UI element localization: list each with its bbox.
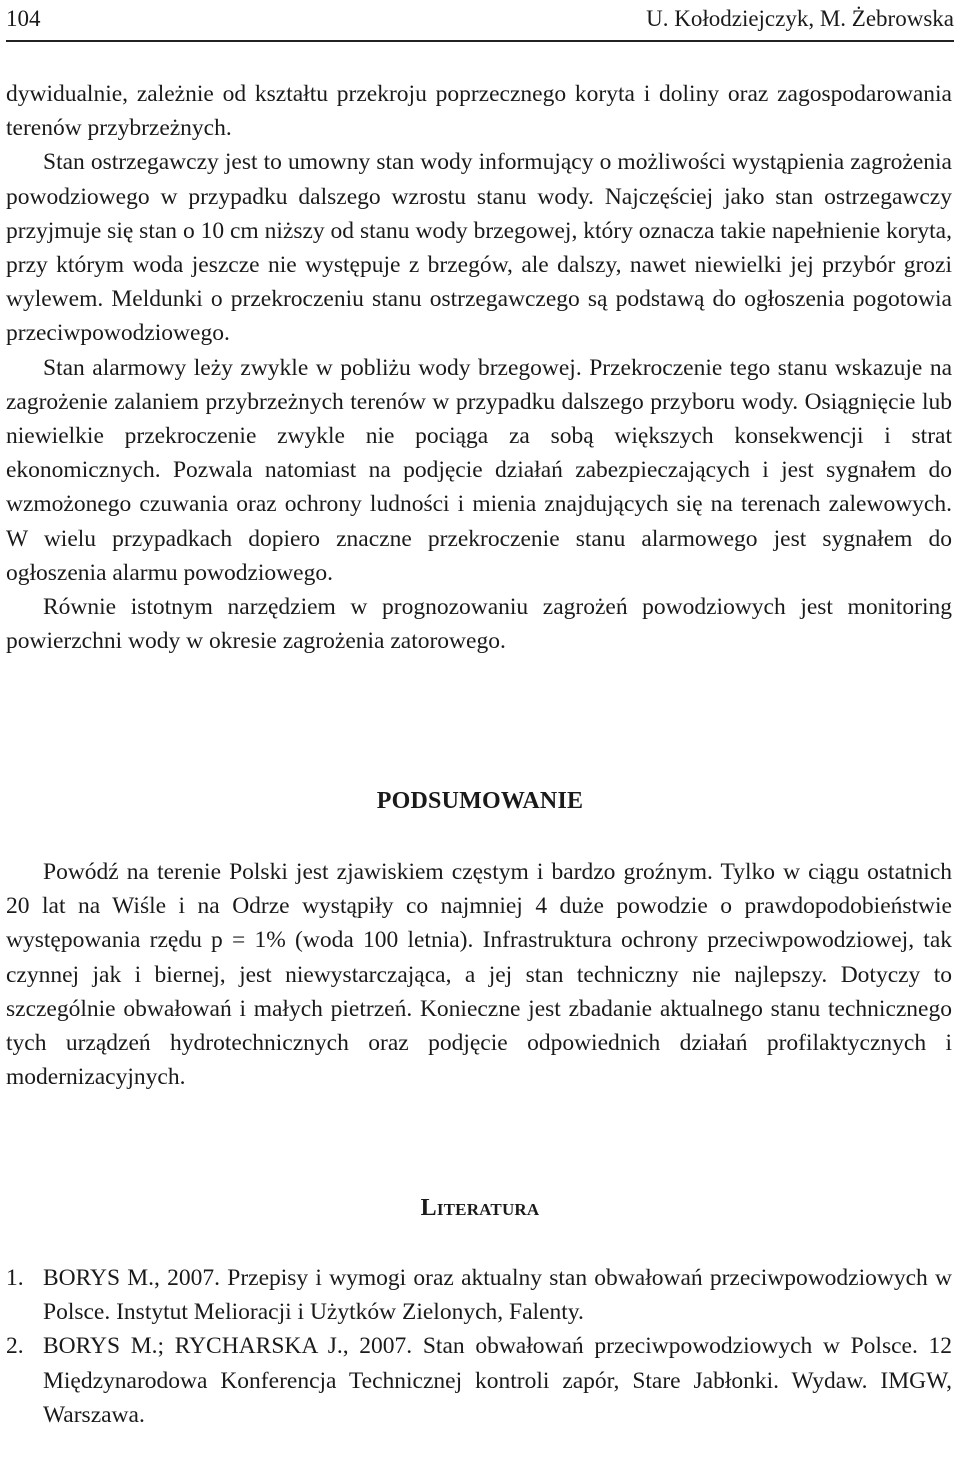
paragraph-continuation: dywidualnie, zależnie od kształtu przekroju poprzecznego koryta i doliny oraz zagospodarowania terenów przybrzeżnych.: [6, 81, 952, 142]
header-rule: [6, 40, 954, 42]
reference-text: BORYS M., 2007. Przepisy i wymogi oraz aktualny stan obwałowań przeciwpowodziowych w Polsce. Instytut Melioracji i Użytków Zielonych, Falenty.: [43, 1265, 952, 1326]
reference-item: [6, 1329, 952, 1432]
running-header: [6, 4, 954, 36]
summary-heading: PODSUMOWANIE: [376, 788, 584, 814]
summary-paragraph: Powódź na terenie Polski jest zjawiskiem częstym i bardzo groźnym. Tylko w ciągu ostatnich 20 lat na Wiśle i na Odrze wystąpiły co najmniej 4 duże powodzie o prawdopodobieństwie występowania rzędu p = 1% (woda 100 letnia). Infrastruktura ochrony przeciwpowodziowej, tak czynnej jak i biernej, jest niewystarczająca, a jej stan techniczny nie najlepszy. Dotyczy to szczególnie obwałowań i małych pietrzeń. Konieczne jest zbadanie aktualnego stanu technicznego tych urządzeń hydrotechnicznych oraz podjęcie odpowiednich działań profilaktycznych i modernizacyjnych.: [6, 859, 952, 1091]
literature-heading: Literatura: [420, 1195, 540, 1221]
page-number: 104: [6, 6, 41, 31]
running-header-authors: U. Kołodziejczyk, M. Żebrowska: [646, 6, 954, 31]
reference-number: 1.: [6, 1265, 24, 1291]
paragraph-monitoring: Równie istotnym narzędziem w prognozowaniu zagrożeń powodziowych jest monitoring powierzchni wody w okresie zagrożenia zatorowego.: [6, 594, 952, 655]
paragraph-warning-level: Stan ostrzegawczy jest to umowny stan wody informujący o możliwości wystąpienia zagrożenia powodziowego w przypadku dalszego wzrostu stanu wody. Najczęściej jako stan ostrzegawczy przyjmuje się stan o 10 cm niższy od stanu wody brzegowej, który oznacza takie napełnienie koryta, przy którym woda jeszcze nie występuje z brzegów, ale dalszy, nawet niewielki jej przybór grozi wylewem. Meldunki o przekroczeniu stanu ostrzegawczego są podstawą do ogłoszenia pogotowia przeciwpowodziowego.: [6, 149, 952, 347]
reference-text: BORYS M.; RYCHARSKA J., 2007. Stan obwałowań przeciwpowodziowych w Polsce. 12 Międzynarodowa Konferencja Technicznej kontroli zapór, Stare Jabłonki. Wydaw. IMGW, Warszawa.: [43, 1333, 952, 1428]
reference-item: [6, 1261, 952, 1329]
reference-number: 2.: [6, 1333, 24, 1360]
summary-section: [6, 855, 952, 1094]
body-text-section: [6, 77, 952, 658]
reference-list: [6, 1261, 952, 1432]
paragraph-alarm-level: Stan alarmowy leży zwykle w pobliżu wody brzegowej. Przekroczenie tego stanu wskazuje na zagrożenie zalaniem przybrzeżnych terenów w przypadku dalszego przyboru wody. Osiągnięcie lub niewielkie przekroczenie zwykle nie pociąga za sobą większych konsekwencji i strat ekonomicznych. Pozwala natomiast na podjęcie działań zabezpieczających i jest sygnałem do wzmożonego czuwania oraz ochrony ludności i mienia znajdujących się na terenach zalewowych. W wielu przypadkach dopiero znaczne przekroczenie stanu alarmowego jest sygnałem do ogłoszenia alarmu powodziowego.: [6, 354, 952, 586]
